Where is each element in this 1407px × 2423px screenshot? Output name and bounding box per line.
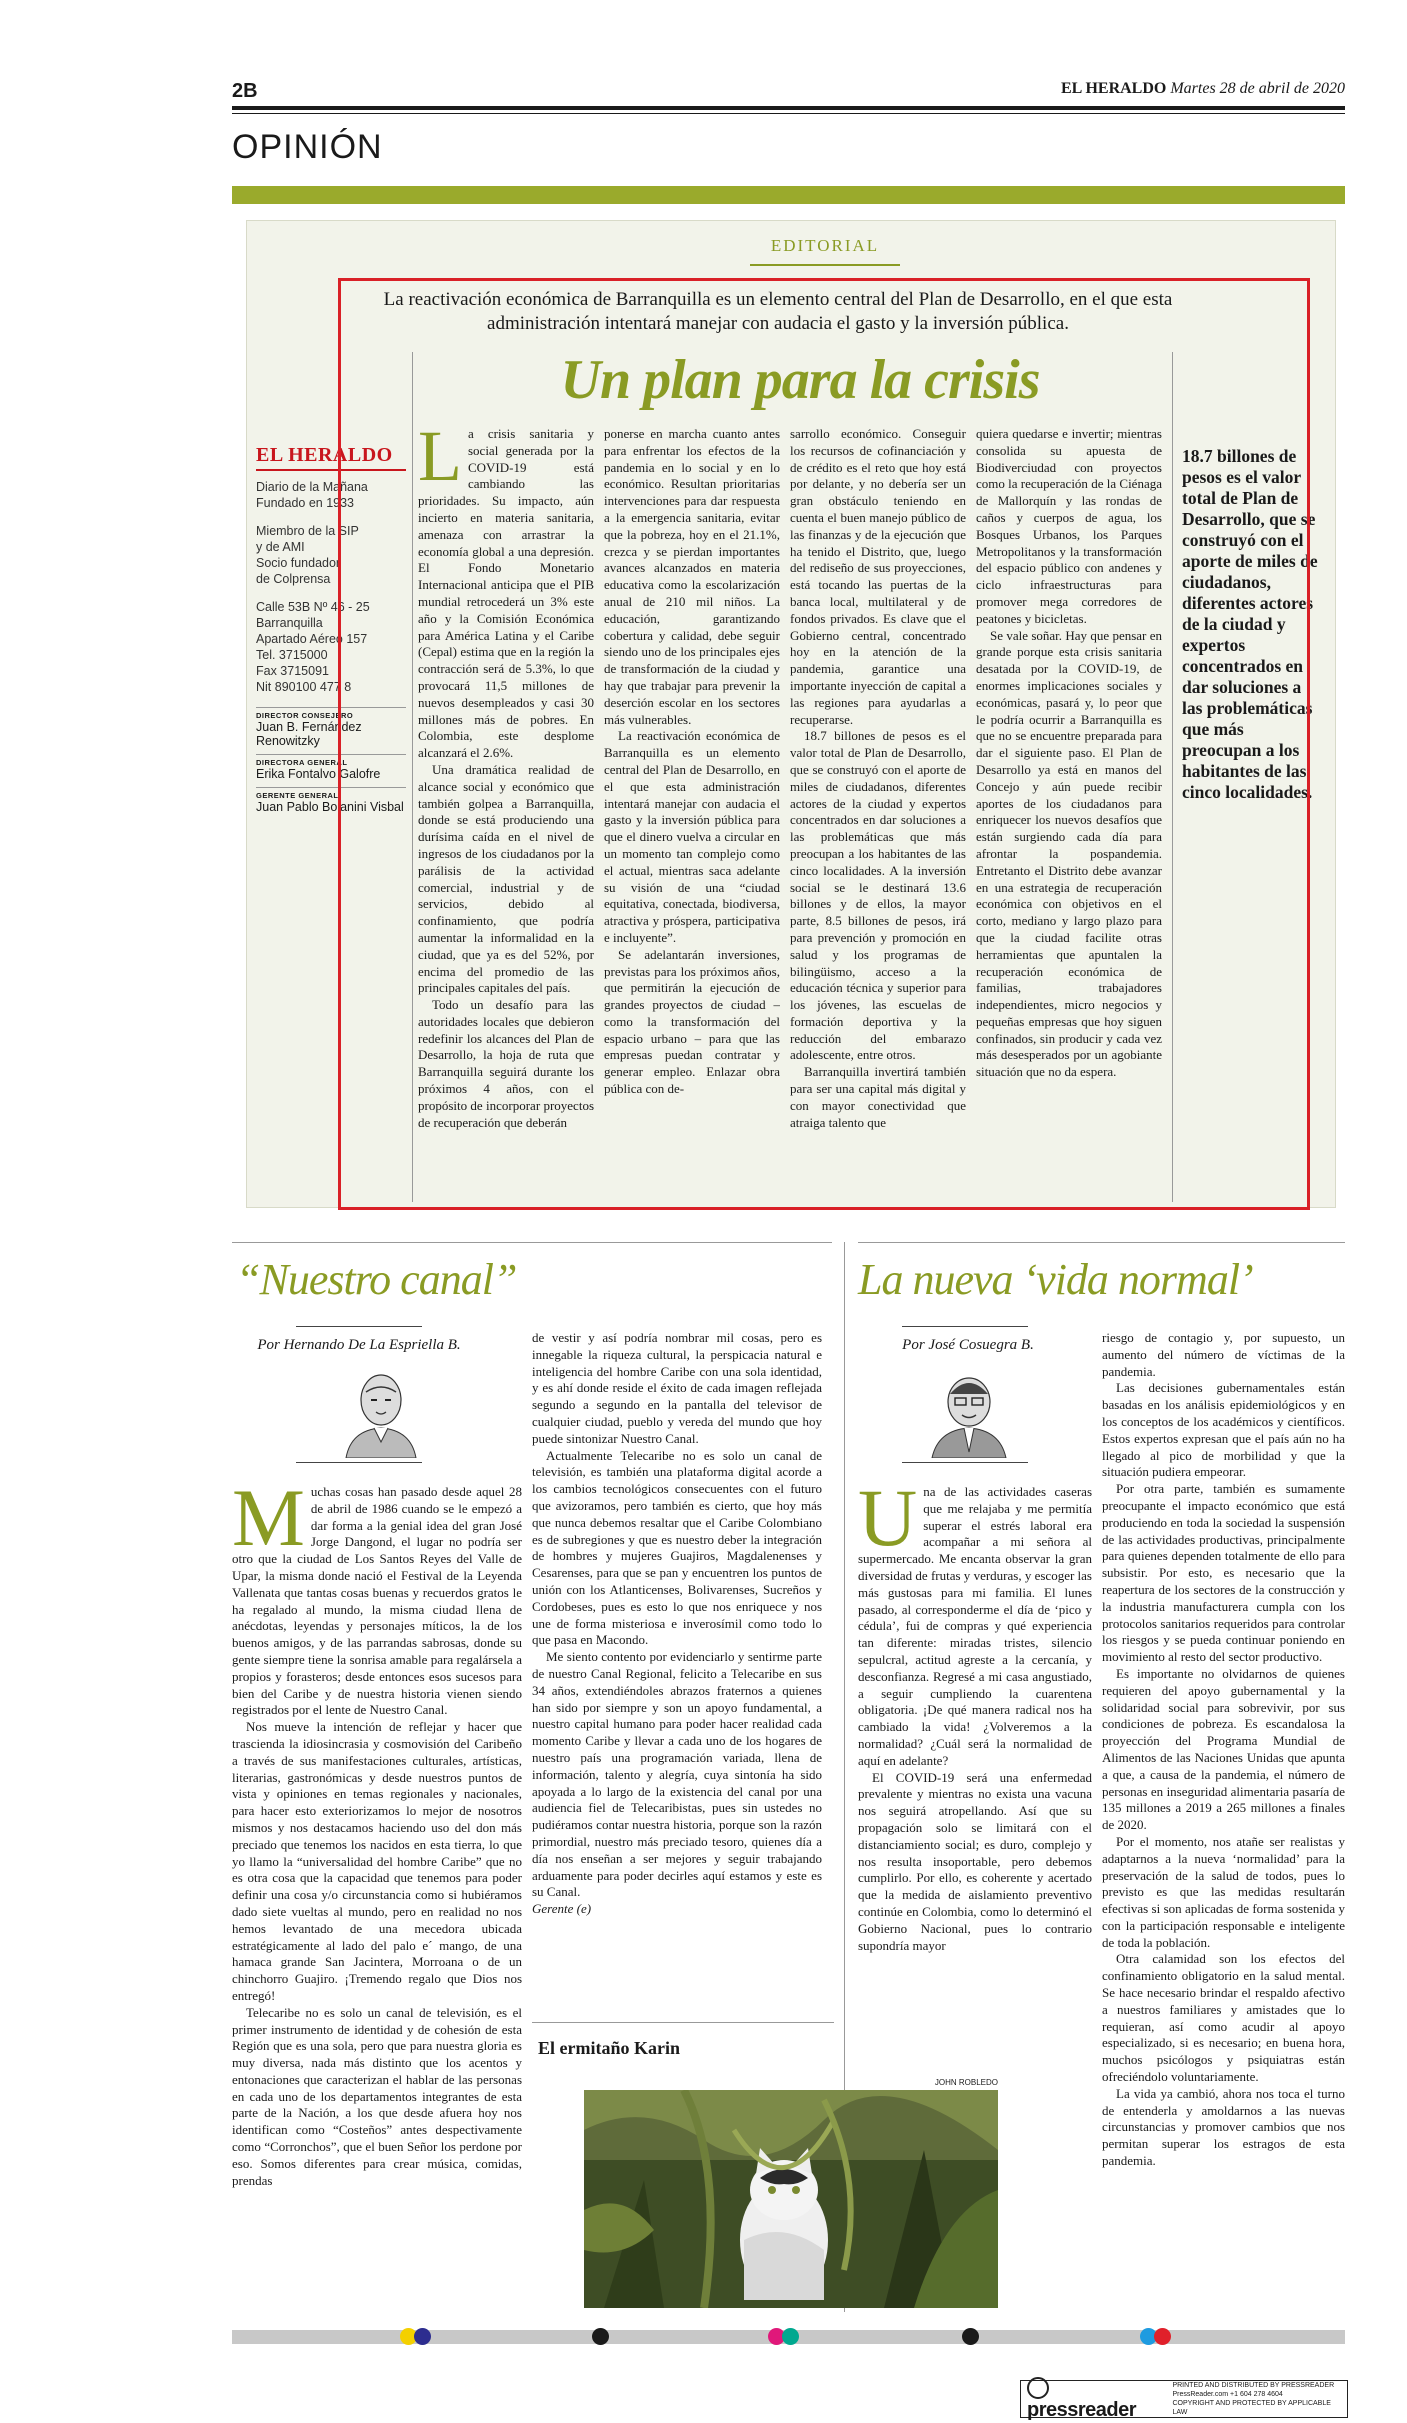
photo-title: El ermitaño Karin <box>538 2038 680 2058</box>
column-paragraph: de vestir y así podría nombrar mil cosas, pero es innegable la riqueza cultural, la perspicacia natural e inteligencia del hombre Caribe con una sola identidad, y es ahí donde reside el éxito de cada imagen reflejada segundo a segundo en la pantalla del televisor de cualquier ciudad, pueblo y vereda del mundo que hoy puede sintonizar Nuestro Canal. <box>532 1330 822 1446</box>
column-paragraph: Por el momento, nos atañe ser realistas y adaptarnos a la nueva ‘normalidad’ para la preservación de la salud de todos, pues lo previsto es que las medidas resultarán efectivas si son aplicadas de forma sostenida y con la participación responsable e inteligente de toda la población. <box>1102 1833 1345 1950</box>
column1-body-left <box>232 1484 522 2322</box>
byline-rule <box>296 1326 422 1327</box>
column-paragraph: Nos mueve la intención de reflejar y hacer que trascienda la idiosincrasia y cosmovisión del Caribeño a través de sus manifestaciones culturales, artísticas, literarias, gastronómicas y desde nuestros puntos de vista y opiniones en temas regionales y nacionales, para hacer esto exteriorizamos lo mejor de nosotros mismos y nos destacamos haciendo uso del don más preciado que tenemos los nacidos en esta tierra, lo que yo llamo la “universalidad del hombre Caribe” que no es otra cosa que la capacidad que tenemos para poder definir una cosa y/o circunstancia como si hubiéramos dado siete vueltas al mundo, pero en realidad no nos hemos levantado de una mecedora ubicada estratégicamente al lado del palo e´ mango, de una hamaca grande San Jacintera, Morroana o de un chinchorro Guajiro. ¡Tremendo regalo que Dios nos entregó! <box>232 1719 522 2003</box>
page-number: 2B <box>232 80 258 102</box>
drop-cap: M <box>232 1484 305 1563</box>
column-paragraph: El COVID-19 será una enfermedad prevalente y mientras no exista una vacuna nos seguirá atropellando. Así que su propagación solo se limitará con el distanciamiento social; es duro, complejo y nos resulta insoportable, pero debemos cumplirlo. Por ello, es coherente y acertado que la medida de aislamiento preventivo continúe en Colombia, como lo determinó el Gobierno Nacional, pues lo contrario supondría mayor <box>858 1769 1092 1953</box>
signoff: Gerente (e) <box>532 1901 592 1917</box>
editorial-label: EDITORIAL <box>770 236 880 255</box>
paper-date <box>1061 80 1345 98</box>
registration-dot <box>782 2328 799 2345</box>
column-paragraph: Es importante no olvidarnos de quienes requieren del apoyo gubernamental y la solidaridad social para sobrevivir, por sus condiciones de pobreza. Es escandalosa la proyección del Programa Mundial de Alimentos de las Naciones Unidas que apunta a que, a causa de la pandemia, el número de personas en inseguridad alimentaria pasaría de 135 millones a 2019 a 265 millones a finales de 2020. <box>1102 1665 1345 1833</box>
pull-quote: 18.7 billones de pesos es el valor total de Plan de Desarrollo, que se construyó con el aporte de miles de ciudadanos, diferentes actores de la ciudad y expertos concentrados en dar soluciones a las problemáticas que más preocupan a los habitantes de las cinco localidades. <box>1182 446 1318 802</box>
editorial-paragraph: Se adelantarán inversiones, previstas para los próximos años, que permitirán la ejecución de grandes proyectos de ciudad – como la transformación del espacio urbano – para que las empresas puedan contratar y generar empleo. Enlazar obra pública con de- <box>604 946 780 1097</box>
column-paragraph: Telecaribe no es solo un canal de televisión, es el primer instrumento de identidad y de cohesión de esta Región que es una sola, pero que para nuestra gloria es muy diversa, nada más distinto que los acentos y entonaciones que caracterizan el hablar de las personas en cada uno de los departamentos integrantes de esta parte de la Nación, a los que desde afuera hoy nos identifican como “Costeños” antes despectivamente como “Corronchos”, que el buen Señor los perdone por eso. Somos diferentes para crear música, comidas, prendas <box>232 2004 522 2188</box>
column-title: “Nuestro canal” <box>236 1255 517 1304</box>
drop-cap: U <box>858 1484 918 1563</box>
paragraph-text: uchas cosas han pasado desde aquel 28 de abril de 1986 cuando se le empezó a dar forma a la genial idea del gran José Jorge Dangond, el lugar no podría ser otro que la ciudad de Los Santos Reyes del Valle de Upar, la misma donde nació el Festival de la Leyenda Vallenata que tantas cosas buenas y recuerdos gratos le ha regalado al mundo, la misma ciudad llena de anécdotas, leyendas y personajes míticos, la de los buenos amigos, y de las parrandas sabrosas, donde su gente siempre tiene la sonrisa amable para regalársela a propios y forasteros; desde entonces esos sucesos para bien del Caribe y de nuestra historia vienen siendo registrados por el lente de Nuestro Canal. <box>232 1484 522 1718</box>
author-portrait <box>336 1362 426 1458</box>
editorial-label-rule <box>750 264 900 266</box>
column1-body-right <box>532 1330 822 2010</box>
editorial-paragraph: Todo un desafío para las autoridades locales que debieron redefinir los alcances del Plan de Desarrollo, la hoja de ruta que Barranquilla seguirá durante los próximos 4 años, con el propósito de incorporar proyectos de recuperación que deberán <box>418 997 594 1130</box>
editorial-paragraph: Barranquilla invertirá también para ser una capital más digital y con mayor conectividad que atraiga talento que <box>790 1064 966 1130</box>
section-rule <box>858 1242 1345 1243</box>
registration-dot <box>962 2328 979 2345</box>
editorial-paragraph: quiera quedarse e invertir; mientras consolida su apuesta de Biodiverciudad con proyectos como la recuperación de la Ciénaga de Mallorquín y las rondas de caños y cuerpos de agua, los Bosques Urbanos, los Parques Metropolitanos y la transformación del espacio público con andenes y ciclo infraestructuras para promover mega corredores de peatones y bicicletas. <box>976 426 1162 626</box>
registration-dot <box>592 2328 609 2345</box>
portrait-illustration <box>924 1362 1014 1458</box>
pressreader-icon <box>1027 2377 1049 2399</box>
paragraph-text: a crisis sanitaria y social generada por la COVID-19 está cambiando las prioridades. Su impacto, aún incierto en materia sanitaria, amenaza con arrastrar la economía global a una depresión. El Fondo Monetario Internacional anticipa que el PIB mundial retrocederá un 3% este año y la Comisión Económica para América Latina y el Caribe (Cepal) estima que en la región la contracción será de 5.3%, lo que provocará 11,5 millones de nuevos desempleados y casi 30 millones más de pobres. En Colombia, este desplome alcanzará el 2.6%. <box>418 426 594 761</box>
editorial-paragraph: Una dramática realidad de alcance social y económico que también golpea a Barranquilla, donde se está produciendo una durísima caída en el nivel de ingresos de los ciudadanos por la parálisis de la actividad comercial, industrial y de servicios, debido al confinamiento, que podría aumentar la informalidad en la ciudad, que ya es del 52%, por encima del promedio de las principales capitales del país. <box>418 761 594 996</box>
column-paragraph <box>232 1484 522 1719</box>
photo-rule <box>532 2022 834 2023</box>
byline-rule <box>902 1326 1028 1327</box>
column-paragraph: Otra calamidad son los efectos del confinamiento obligatorio en la salud mental. Se hace necesario brindar el respaldo afectivo a nuestros familiares y amistades que lo requieran, así como acudir al apoyo especializado, si es necesario; en buena hora, muchos psicólogos y psiquiatras están ofreciéndolo voluntariamente. <box>1102 1951 1345 2085</box>
editorial-deck: La reactivación económica de Barranquilla es un elemento central del Plan de Desarrollo, en el que esta administración intentará manejar con audacia el gasto y la inversión pública. <box>383 289 1173 334</box>
column-paragraph: La vida ya cambió, ahora nos toca el turno de entenderla y amoldarnos a las nuevas circunstancias y promover cambios que nos permitan superar los estragos de esta pandemia. <box>1102 2085 1345 2169</box>
masthead-line: y de AMI <box>256 540 305 554</box>
masthead-line: Calle 53B Nº 46 - 25 <box>256 600 370 614</box>
author-portrait <box>924 1362 1014 1458</box>
staff-name: Juan Pablo Bolanini Visbal <box>256 800 404 814</box>
portrait-illustration <box>336 1362 426 1458</box>
staff-role: GERENTE GENERAL <box>256 787 406 800</box>
notice-line: PressReader.com +1 604 278 4604 <box>1172 2391 1283 2398</box>
column-paragraph: Me siento contento por evidenciarlo y sentirme parte de nuestro Canal Regional, felicito a Telecaribe en sus 34 años, extendiéndoles abrazos fraternos a quienes han sido por siempre y son un apoyo fundamental, a nuestro capital humano para poder hacer realidad cada momento Caribe y llevar a cada uno de los hogares de nuestro país una programación variada, llena de información, talento y alegría, cuya sintonía ha sido apoyada a lo largo de la existencia del canal por una audiencia fiel de Telecaribistas, pues sin ustedes no pudiéramos contar nuestra historia, porque son la razón primordial, nuestro más preciado tesoro, quienes día a día nos enseñan a ser mejores y seguir trabajando arduamente para poder decirles aquí estamos y este es su Canal. <box>532 1649 822 1900</box>
masthead-line: Fundado en 1933 <box>256 496 355 510</box>
column-paragraph: Actualmente Telecaribe no es solo un canal de televisión, es también una plataforma digital acorde a los cambios tecnológicos consecuentes con el futuro que avizoramos, pero también es cierto, que hoy más que nunca debemos resaltar que el Caribe Colombiano es de subregiones y que es nuestro deber la integración de hombres y mujeres Guajiros, Magdalenenses y Cesarenses, para que se pan y encuentren los puntos de unión con los Atlanticenses, Bolivarenses, Sucreños y Cordobeses, pues es esto lo que nos enriquece y nos une de forma misteriosa e inverosímil como todo lo que pasa en Macondo. <box>532 1447 822 1648</box>
column2-body-right <box>1102 1330 1345 2322</box>
drop-cap: L <box>418 426 462 496</box>
notice-line: COPYRIGHT AND PROTECTED BY APPLICABLE LAW <box>1172 2400 1331 2416</box>
byline: Por José Cosuegra B. <box>902 1337 1034 1353</box>
editorial-paragraph: La reactivación económica de Barranquilla es un elemento central del Plan de Desarrollo, en el que esta administración intentará manejar con audacia el gasto y la inversión pública para que el dinero vuelva a circular en un momento tan complejo como el actual, mientras saca adelante su visión de una “ciudad equitativa, conectada, biodiversa, atractiva y próspera, participativa e incluyente”. <box>604 728 780 945</box>
portrait-rule <box>902 1462 1028 1463</box>
staff-role: DIRECTORA GENERAL <box>256 754 406 767</box>
section-bar <box>232 186 1345 204</box>
byline: Por Hernando De La Espriella B. <box>257 1337 461 1353</box>
cat-photo <box>584 2090 998 2308</box>
pressreader-logo <box>1027 2376 1160 2422</box>
column-paragraph: riesgo de contagio y, por supuesto, un aumento del número de víctimas de la pandemia. <box>1102 1330 1345 1379</box>
staff-name: Juan B. Fernández Renowitzky <box>256 720 362 748</box>
masthead-line: Barranquilla <box>256 616 323 630</box>
masthead-line: Diario de la Mañana <box>256 480 368 494</box>
masthead-line: Nit 890100 477 8 <box>256 680 352 694</box>
header-rule-thin <box>232 113 1345 114</box>
staff-role: DIRECTOR CONSEJERO <box>256 707 406 720</box>
editorial-paragraph: ponerse en marcha cuanto antes para enfrentar los efectos de la pandemia en lo social y en lo económico. Resultan prioritarias intervenciones para dar respuesta a la emergencia sanitaria, evitar que la pobreza, hoy en el 21.1%, crezca y se pierdan importantes avances alcanzados en materia educativa como la escolarización anual de 210 mil niños. La educación, garantizando cobertura y calidad, debe seguir siendo uno de los principales ejes de transformación de la ciudad y hay que trabajar para prevenir la deserción escolar en los sectores más vulnerables. <box>604 426 780 727</box>
column-paragraph <box>858 1484 1092 1770</box>
section-title: OPINIÓN <box>232 128 383 166</box>
portrait-rule <box>296 1462 422 1463</box>
notice-line: PRINTED AND DISTRIBUTED BY PRESSREADER <box>1172 2382 1335 2389</box>
photo-credit: JOHN ROBLEDO <box>934 2078 998 2087</box>
editorial-paragraph: Se vale soñar. Hay que pensar en grande porque esta crisis sanitaria desatada por la COVID-19, de enormes implicaciones sociales y económicas, pasará y, lo peor que le podría ocurrir a Barranquilla es que no se encuentre preparada para dar el siguiente paso. El Plan de Desarrollo ya está en manos del Concejo y aún puede recibir aportes de los ciudadanos para enriquecer los nuevos desafíos que están surgiendo cada día para afrontar la pospandemia. Entretanto el Distrito debe avanzar en una estrategia de recuperación económica con objetivos en el corto, mediano y largo plazo para que la ciudad facilite otras herramientas que apuntalen la recuperación económica de familias, trabajadores independientes, micro negocios y pequeñas empresas que hoy siguen confinados, sin producir y cada vez más desesperados por un agobiante situación que no da espera. <box>976 627 1162 1080</box>
pressreader-notice <box>1172 2381 1347 2417</box>
pressreader-name: pressreader <box>1027 2399 1137 2421</box>
photo-image <box>584 2090 998 2308</box>
column-title: La nueva ‘vida normal’ <box>858 1255 1253 1304</box>
issue-date: Martes 28 de abril de 2020 <box>1170 80 1345 97</box>
pressreader-badge <box>1020 2380 1348 2421</box>
masthead-line: Socio fundador <box>256 556 341 570</box>
registration-dot <box>414 2328 431 2345</box>
editorial-headline: Un plan para la crisis <box>560 349 1040 411</box>
masthead-logo: EL HERALDO <box>256 444 406 471</box>
section-rule <box>232 1242 832 1243</box>
column2-body-left <box>858 1484 1092 2044</box>
masthead-line: Fax 3715091 <box>256 664 329 678</box>
masthead-line: de Colprensa <box>256 572 331 586</box>
paragraph-text: na de las actividades caseras que me relajaba y me permitía superar el estrés laboral era acompañar a mi señora al supermercado. Me encanta observar la gran diversidad de frutas y verduras, y escoger las más gustosas para mi familia. El lunes pasado, al corresponderme el día de ‘pico y cédula’, fui de compras y qué experiencia tan diferente: miradas tristes, silencio sepulcral, actitud agreste a la cercanía, y desconfianza. Regresé a mi casa angustiado, a seguir cumpliendo la cuarentena obligatoria. ¡De qué manera radical nos ha cambiado la vida! ¿Volveremos a la normalidad? ¿Cuál será la normalidad de aquí en adelante? <box>858 1484 1092 1768</box>
editorial-paragraph: sarrollo económico. Conseguir los recursos de cofinanciación y de crédito es el reto que hoy está por delante, y no debería ser un gran obstáculo teniendo en cuenta el buen manejo público de las finanzas y de la ejecución que ha tenido el Distrito, que, luego del rediseño de sus proyecciones, está tocando las puertas de la banca local, multilateral y de fondos privados. Es clave que el Gobierno central, concentrado hoy en la atención de la pandemia, garantice una importante inyección de capital a las regiones para ayudarlas a recuperarse. <box>790 426 966 727</box>
paper-name: EL HERALDO <box>1060 80 1167 97</box>
column-paragraph: Las decisiones gubernamentales están basadas en los análisis epidemiológicos y en los conceptos de los académicos y científicos. Estos expertos expresan que el país aún no ha llegado al pico de morbilidad y que la situación pudiera empeorar. <box>1102 1380 1345 1480</box>
editorial-paragraph: 18.7 billones de pesos es el valor total de Plan de Desarrollo, que se construyó con el aporte de miles de ciudadanos, diferentes actores de la ciudad y expertos concentrados en dar soluciones a las problemáticas que más preocupan a los habitantes de las cinco localidades. A la inversión social se le destinará 13.6 billones y de ellos, la mayor parte, 8.5 billones de pesos, irá para prevención y promoción en salud y los programas de bilingüismo, acceso a la educación técnica y superior para los jóvenes, las escuelas de formación deportiva y la reducción del embarazo adolescente, entre otros. <box>790 728 966 1063</box>
header-rule <box>232 106 1345 110</box>
masthead-line: Miembro de la SIP <box>256 524 359 538</box>
registration-dot <box>1154 2328 1171 2345</box>
staff-name: Erika Fontalvo Galofre <box>256 767 381 781</box>
masthead-line: Apartado Aéreo 157 <box>256 632 368 646</box>
masthead-line: Tel. 3715000 <box>256 648 328 662</box>
highlight-box <box>338 278 1310 1210</box>
column-paragraph: Por otra parte, también es sumamente preocupante el impacto económico que está produciendo en toda la sociedad la suspensión de las actividades productivas, principalmente para quienes dependen totalmente de ello para subsistir. Por esto, es necesario que la reapertura de los sectores de la construcción y la industria manufacturera cumpla con los protocolos sanitarios requeridos para controlar los riesgos y se pueda continuar poniendo en movimiento al resto del sector productivo. <box>1102 1481 1345 1665</box>
